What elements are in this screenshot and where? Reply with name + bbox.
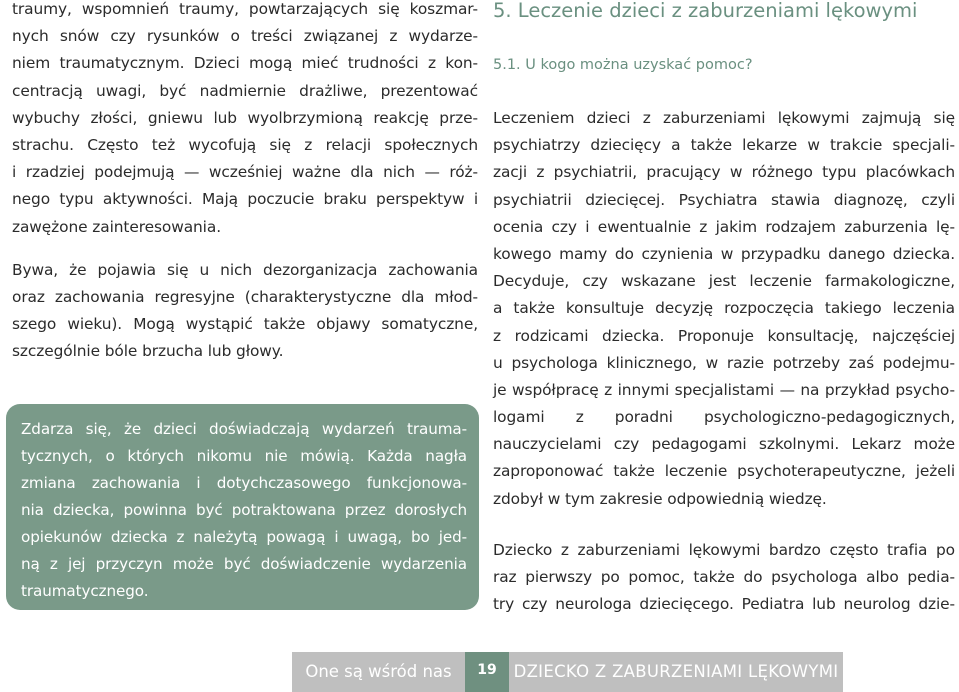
text-line: logami z poradni psychologiczno-pedagogicznych, (493, 408, 955, 427)
text-line: zacji z psychiatrii, pracujący w różnego typu placówkach (493, 163, 955, 182)
text-line: a także konsultuje decyzję rozpoczęcia takiego leczenia (493, 299, 955, 318)
text-line: kowego mamy do czynienia w przypadku danego dziecka. (493, 244, 955, 263)
text-line: zdobył w tym zakresie odpowiednią wiedzę. (493, 489, 827, 508)
text-line: niem traumatycznym. Dzieci mogą mieć trudności z kon- (12, 54, 478, 73)
text-line: Dziecko z zaburzeniami lękowymi bardzo często trafia po (493, 541, 955, 559)
right-paragraph-1 (493, 105, 955, 513)
text-line: szego wieku). Mogą wystąpić także objawy somatyczne, (12, 315, 478, 334)
callout-text (21, 416, 467, 605)
callout-box (6, 404, 479, 610)
text-line: raz pierwszy po pomoc, także do psychologa albo pedia- (493, 568, 955, 587)
text-line: oraz zachowania regresyjne (charakterystyczne dla młod- (12, 287, 478, 306)
text-line: z rodzicami dziecka. Proponuje konsultację, najczęściej (493, 326, 955, 345)
text-line: zawężone zainteresowania. (12, 217, 221, 236)
text-line: szczególnie bóle brzucha lub głowy. (12, 342, 284, 361)
text-line: ocenia czy i ewentualnie z jakim rodzajem zaburzenia lę- (493, 217, 955, 236)
text-line: zaproponować także leczenie psychoterapeutyczne, jeżeli (493, 462, 955, 481)
text-line: strachu. Często też wycofują się z relacji społecznych (12, 135, 478, 154)
text-line: je współpracę z innymi specjalistami — na przykład psycho- (493, 380, 955, 399)
text-line: i rzadziej podejmują — wcześniej ważne dla nich — róż- (12, 163, 478, 182)
text-line: Bywa, że pojawia się u nich dezorganizacja zachowania (12, 260, 478, 279)
callout-line: traumatycznego. (21, 582, 149, 600)
text-line: traumy, wspomnień traumy, powtarzających się koszmar- (12, 0, 478, 18)
callout-line: nia dziecka, powinna być potraktowana przez dorosłych (21, 501, 467, 519)
text-line: wybuchy złości, gniewu lub wyolbrzymioną reakcję prze- (12, 108, 478, 127)
text-line: Leczeniem dzieci z zaburzeniami lękowymi zajmują się (493, 109, 955, 127)
left-paragraph-2 (12, 257, 478, 366)
text-line: psychiatrzy dziecięcy a także lekarze w trakcie specjali- (493, 136, 955, 155)
footer-publication-title: One są wśród nas (292, 652, 465, 692)
text-line: Decyduje, czy wskazane jest leczenie farmakologiczne, (493, 272, 955, 291)
callout-line: tycznych, o których nikomu nie mówią. Każda nagła (21, 447, 467, 465)
text-line: psychiatrii dziecięcej. Psychiatra stawia diagnozę, czyli (493, 190, 955, 209)
subsection-title: 5.1. U kogo można uzyskać pomoc? (493, 57, 753, 73)
left-paragraph-1 (12, 0, 478, 241)
text-line: nauczycielami czy pedagogami szkolnymi. Lekarz może (493, 435, 955, 454)
page-number: 19 (465, 652, 509, 692)
text-line: centracją uwagi, być nadmiernie drażliwe, prezentować (12, 81, 478, 100)
text-line: nego typu aktywności. Mają poczucie braku perspektyw i (12, 190, 478, 209)
text-line: nych snów czy rysunków o treści związanej z wydarze- (12, 27, 478, 46)
footer-chapter-title: DZIECKO Z ZABURZENIAMI LĘKOWYMI (509, 652, 843, 692)
callout-line: opiekunów dziecka z należytą powagą i uwagą, bo jed- (21, 528, 467, 546)
text-line: u psychologa klinicznego, w razie potrzeby zaś podejmu- (493, 353, 955, 372)
right-paragraph-2 (493, 537, 955, 619)
callout-line: Zdarza się, że dzieci doświadczają wydarzeń trauma- (21, 420, 467, 438)
callout-line: ną z jej przyczyn może być doświadczenie wydarzenia (21, 555, 467, 573)
text-line: try czy neurologa dziecięcego. Pediatra lub neurolog dzie- (493, 595, 955, 614)
callout-line: zmiana zachowania i dotychczasowego funkcjonowa- (21, 474, 467, 492)
section-title: 5. Leczenie dzieci z zaburzeniami lękowymi (493, 0, 918, 22)
left-column (12, 0, 478, 365)
